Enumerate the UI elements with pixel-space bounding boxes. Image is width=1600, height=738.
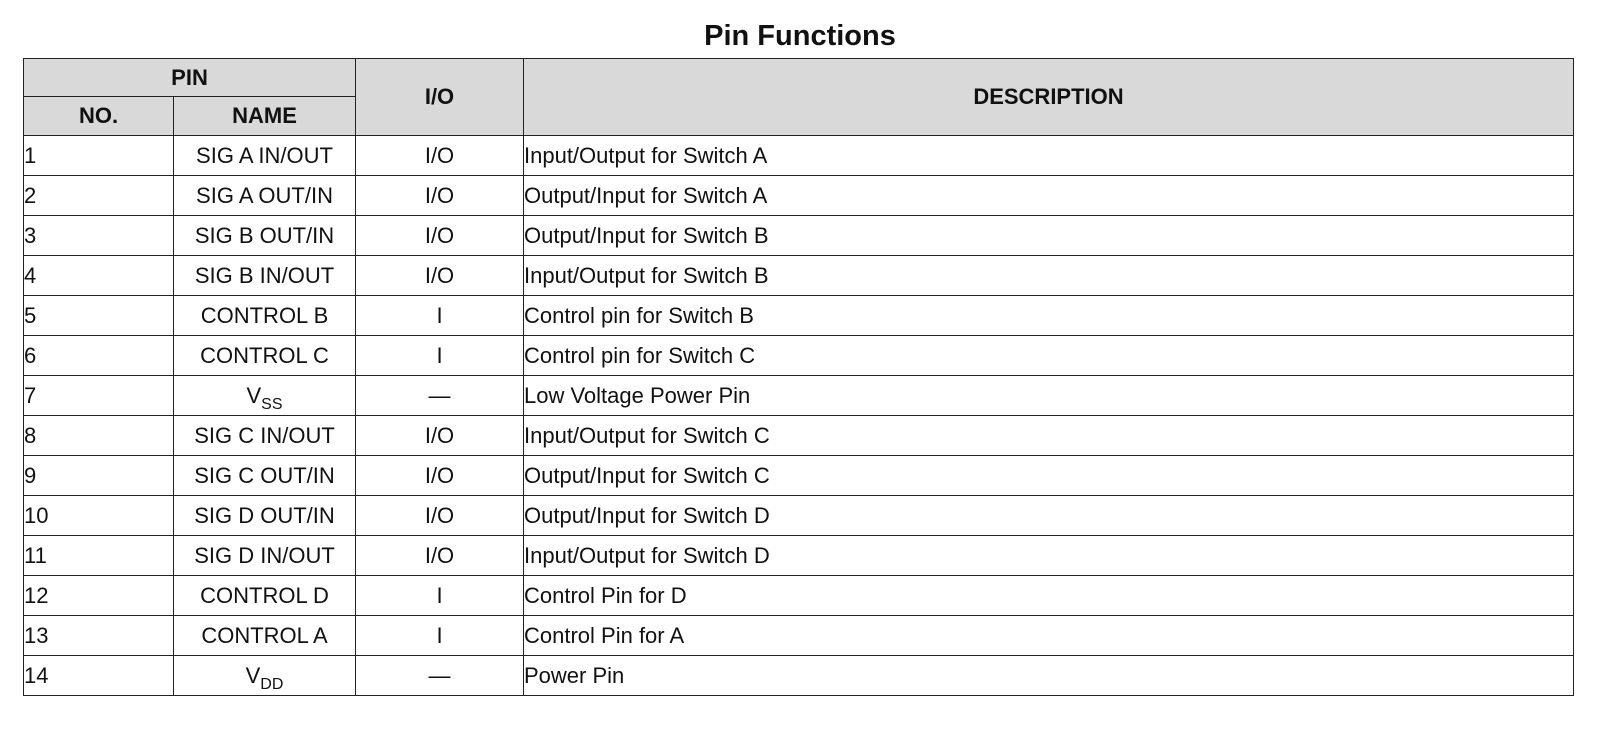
pin-name-text: V (245, 662, 261, 688)
pin-io: I (356, 296, 524, 336)
pin-name-text: V (246, 382, 262, 408)
pin-io: I/O (356, 216, 524, 256)
pin-number: 6 (24, 336, 174, 376)
pin-description: Input/Output for Switch D (524, 536, 1574, 576)
pin-io: I (356, 576, 524, 616)
pin-name (174, 536, 356, 576)
pin-description: Control Pin for D (524, 576, 1574, 616)
pin-io: I (356, 336, 524, 376)
pin-number: 14 (24, 656, 174, 696)
pin-name-text: CONTROL A (201, 622, 328, 648)
pin-name (174, 296, 356, 336)
pin-description: Output/Input for Switch D (524, 496, 1574, 536)
pin-number: 12 (24, 576, 174, 616)
pin-name (174, 136, 356, 176)
pin-number: 10 (24, 496, 174, 536)
pin-name-text: SIG B IN/OUT (194, 262, 335, 288)
pin-io: I (356, 616, 524, 656)
pin-name (174, 336, 356, 376)
pin-name-text: SIG C OUT/IN (194, 462, 335, 488)
table-row (24, 376, 1574, 416)
pin-name-subscript: DD (260, 675, 284, 693)
table-row (24, 576, 1574, 616)
table-row (24, 216, 1574, 256)
pin-number: 4 (24, 256, 174, 296)
pin-name (174, 456, 356, 496)
header-io: I/O (356, 59, 524, 136)
pin-description: Power Pin (524, 656, 1574, 696)
pin-description: Output/Input for Switch C (524, 456, 1574, 496)
table-row (24, 136, 1574, 176)
pin-description: Control pin for Switch C (524, 336, 1574, 376)
pin-name-text: SIG B OUT/IN (194, 222, 335, 248)
pin-name-text: SIG A OUT/IN (196, 182, 333, 208)
header-pin: PIN (24, 59, 356, 97)
pin-number: 1 (24, 136, 174, 176)
pin-name-subscript: SS (261, 395, 283, 413)
pin-name (174, 616, 356, 656)
pin-name (174, 176, 356, 216)
pin-number: 8 (24, 416, 174, 456)
pin-io: — (356, 376, 524, 416)
pin-name (174, 376, 356, 416)
pin-description: Control pin for Switch B (524, 296, 1574, 336)
table-row (24, 536, 1574, 576)
pin-io: — (356, 656, 524, 696)
pin-io: I/O (356, 256, 524, 296)
table-row (24, 616, 1574, 656)
header-no: NO. (24, 97, 174, 136)
pin-io: I/O (356, 176, 524, 216)
pin-io: I/O (356, 536, 524, 576)
header-description: DESCRIPTION (524, 59, 1574, 136)
pin-name (174, 256, 356, 296)
table-row (24, 496, 1574, 536)
pin-name-text: SIG C IN/OUT (194, 422, 335, 448)
pin-io: I/O (356, 456, 524, 496)
table-body (24, 136, 1574, 696)
pin-io: I/O (356, 416, 524, 456)
pin-io: I/O (356, 496, 524, 536)
pin-name (174, 576, 356, 616)
pin-description: Input/Output for Switch A (524, 136, 1574, 176)
pin-number: 3 (24, 216, 174, 256)
table-row (24, 176, 1574, 216)
pin-number: 9 (24, 456, 174, 496)
table-row (24, 656, 1574, 696)
pin-name-text: SIG A IN/OUT (196, 142, 333, 168)
pin-io: I/O (356, 136, 524, 176)
table-row (24, 416, 1574, 456)
pin-name-text: CONTROL B (200, 302, 329, 328)
pin-name-text: CONTROL D (200, 582, 329, 608)
pin-description: Output/Input for Switch A (524, 176, 1574, 216)
pin-description: Low Voltage Power Pin (524, 376, 1574, 416)
pin-name-text: SIG D IN/OUT (194, 542, 335, 568)
pin-name (174, 216, 356, 256)
pin-name (174, 656, 356, 696)
pin-number: 11 (24, 536, 174, 576)
table-row (24, 456, 1574, 496)
pin-name (174, 416, 356, 456)
pin-description: Output/Input for Switch B (524, 216, 1574, 256)
table-row (24, 336, 1574, 376)
pin-name-text: SIG D OUT/IN (194, 502, 335, 528)
header-name: NAME (174, 97, 356, 136)
pin-functions-table (23, 58, 1574, 696)
table-row (24, 256, 1574, 296)
pin-name-text: CONTROL C (200, 342, 329, 368)
pin-number: 5 (24, 296, 174, 336)
pin-name (174, 496, 356, 536)
pin-number: 7 (24, 376, 174, 416)
page-title: Pin Functions (704, 20, 896, 52)
pin-number: 2 (24, 176, 174, 216)
table-row (24, 296, 1574, 336)
pin-description: Control Pin for A (524, 616, 1574, 656)
pin-description: Input/Output for Switch C (524, 416, 1574, 456)
pin-description: Input/Output for Switch B (524, 256, 1574, 296)
pin-number: 13 (24, 616, 174, 656)
